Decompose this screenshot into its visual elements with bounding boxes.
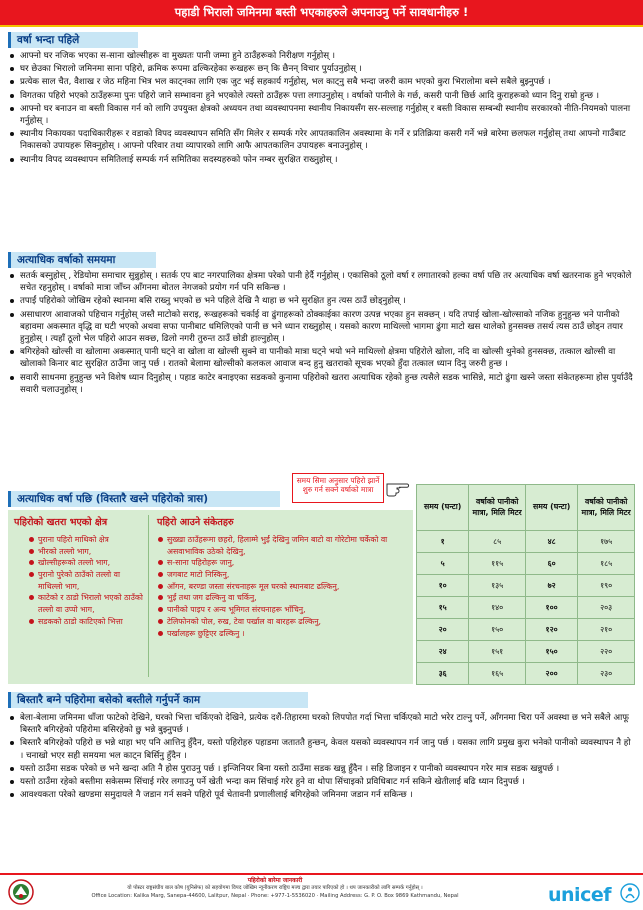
table-cell: १५१: [469, 641, 526, 663]
list-item: पर्खालहरू छुट्टिएर ढल्किनु ।: [157, 628, 409, 640]
danger-zones-heading: पहिरोको खतरा भएको क्षेत्र: [14, 517, 108, 528]
table-cell: १६५: [469, 663, 526, 685]
section-heading-before: वर्षा भन्दा पहिले: [8, 32, 138, 48]
poster-title: पहाडी भिरालो जमिनमा बस्ती भएकाहरुले अपनाउनु पर्ने सावधानीहरु !: [0, 0, 643, 27]
list-item: पानीको पाइप र अन्य भूमिगत संरचनाहरू भाँचिनु,: [157, 604, 409, 616]
table-row: [417, 619, 635, 641]
before-list: [8, 50, 635, 167]
section-heading-during: अत्याधिक वर्षाको समयमा: [8, 252, 156, 268]
list-item: भुईं तथा जग ढल्किनु वा चर्किनु,: [157, 592, 409, 604]
footer-line: Office Location: Kalika Marg, Sanepa-44600, Lalitpur, Nepal · Phone: +977-1-5536020 · Mailing Address: G. P. O. Box 9869 Kathmandu, Nepal: [91, 892, 459, 899]
list-item: बेला-बेलामा जमिनमा धाँजा फाटेको देखिने, घरको भित्ता चर्किएको देखिने, प्रत्येक दशैं-तिहारमा घरको लिपपोत गर्दा भित्ता चर्किएको माटो भरेर टाल्नु पर्ने, आँगनमा चिरा पर्ने अवस्था छ भने सबैले आफू बिस्तारै बगिरहेको पहिरोमा बसिरहेको छु भन्ने बुझ्नुपर्छ ।: [8, 712, 635, 736]
table-cell: ७२: [525, 575, 577, 597]
unicef-logo-text: unicef: [548, 884, 611, 906]
table-cell: २२०: [578, 641, 635, 663]
list-item: घर छेउका भिरालो जमिनमा साना पहिरो, क्रमिक रूपमा ढल्किरहेका रूखहरू छन् कि छैनन् विचार पुर्याउनुहोस् ।: [8, 63, 635, 75]
list-item: जगबाट माटो निस्किनु,: [157, 569, 409, 581]
table-header: समय (घन्टा): [417, 485, 469, 531]
list-item: बिस्तारै बगिरहेको पहिरो छ भन्ने थाहा भए पनि आत्तिनु हुँदैन, यस्तो पहिरोहरु पहाडमा जताततै हुन्छन्, केवल यसको व्यवस्थापन गर्न जानु पर्छ । यसका लागि प्रमुख कुरा भनेको पानीको व्यवस्थापन नै हो । चनाखो भएर सही समयमा भल काट्न बिर्सिनु हुँदैन ।: [8, 737, 635, 761]
table-cell: १४०: [469, 597, 526, 619]
list-item: बगिरहेको खोल्सी वा खोलामा अकस्मात् पानी घट्ने वा खोला वा खोल्सी सुक्ने वा पानीको मात्रा घट्ने भयो भने माथिल्लो क्षेत्रमा पहिरोले खोला, नदि वा खोल्सी थुनेको हुनसक्छ, तत्काल खोल्सी वा खोलाको किनार बाट सुरक्षित ठाउँमा जानु पर्छ । रातको बेलामा खोल्सीको कलकल आवाज बन्द हुनु खतराको सूचक भएको हुँदा तत्काल ध्यान दिनु जरुरी हुन्छ ।: [8, 346, 635, 370]
table-cell: १५०: [469, 619, 526, 641]
table-cell: १३५: [469, 575, 526, 597]
warning-signs-list: [157, 534, 409, 639]
list-item: सतर्क बस्नुहोस् , रेडियोमा समाचार सुन्नुहोस् । सतर्क एप बाट नगरपालिका क्षेत्रमा परेको पानी हेर्दै गर्नुहोस् । एकासिको ठूलो वर्षा र लगातारको हल्का वर्षा पछि तर अत्याधिक वर्षा खतरनाक हुने भएकोले सचेत रहनुहोस् । वर्षाको मात्रा जाँच्न आँगनमा बोतल नेगजको प्रयोग गर्न पनि सकिन्छ ।: [8, 270, 635, 294]
list-item: यस्तो ठाउँमा सडक परेको छ भने खन्दा अति नै होस पुराउनु पर्छ । इन्जिनियर बिना यस्तो ठाउँमा सडक खन्नु हुँदैन । सहि डिजाइन र पानीको व्यवस्थापन गरेर मात्र सडक खन्नुपर्छ ।: [8, 763, 635, 775]
table-cell: २००: [525, 663, 577, 685]
table-row: [417, 531, 635, 553]
list-item: आफ्नो घर नजिक भएका स-साना खोल्सीहरू वा मुख्यतः पानी जम्मा हुने ठाउँहरूको निरीक्षण गर्नुहोस् ।: [8, 50, 635, 62]
list-item: असाधारण आवाजको पहिचान गर्नुहोस् जस्तै माटोको सराइ, रूखहरूको चर्काई वा ढुंगाहरूको ठोक्काईका कारण उत्पन्न भएका हुन सक्छन् । यदि तपाई खोला-खोल्साको नजिक हुनुहुन्छ भने पानीको बहावमा अकस्मात वृद्धि वा घटी भएको अथवा सफा पानीबाट धमिलिएको पानी छ भने ध्यान राख्नुहोस् । यसको कारण माथिल्लो भागमा ढुंगा माटो खस थालेको हुनसक्छ तसर्थ त्यस ठाउँ छोड्न तयार हुनुहोस् । त्यहाँ ठूलो भेल पहिरो आउन सक्छ, ढिलो नगरी तुरुन्त ठाउँ छोडी हाल्नुहोस् ।: [8, 309, 635, 346]
footer-credits: [40, 877, 510, 900]
table-cell: १९०: [578, 575, 635, 597]
danger-zones-list: [28, 534, 146, 628]
panel-divider: [148, 515, 149, 677]
table-cell: १८५: [578, 553, 635, 575]
list-item: पुराना पहिरो माथिको क्षेत्र: [28, 534, 146, 546]
table-row: [417, 575, 635, 597]
list-item: स्थानीय निकायका पदाधिकारीहरू र वडाको विपद व्यवस्थापन समिति सँग मिलेर र सम्पर्क गरेर आपतकालिन अवस्थामा के गर्ने र प्रतिक्रिया कसरी गर्ने भन्ने बारेमा छलफल गर्नुहोस् तथा आफ्नो गाउँबाट निकासको उपायहरू सिक्नुहोस् । आफ्नो परिवार तथा व्यापारको लागि आफै आपतकालिन उपायहरू बनाउनुहोस् ।: [8, 128, 635, 152]
list-item: यस्तो ठाउँमा रहेको बस्तीमा सकेसम्म सिंचाई गरेर लगाउनु पर्ने खेती भन्दा कम सिंचाई गरेर हुने वा थोपा सिंचाइको प्रविधिबाट गर्न सकिने खेतीलाई बढि ध्यान दिनुपर्छ ।: [8, 776, 635, 788]
table-cell: १५: [417, 597, 469, 619]
table-cell: २१०: [578, 619, 635, 641]
footer-line: यो पोस्टर राष्ट्रसंघीय बाल कोष (युनिसेफ) को सहयोगमा विपद जोखिम न्यूनीकरण राष्ट्रिय मञ्च द्वारा तयार पारिएको हो । थप जानकारीको लागि सम्पर्क गर्नुहोस् ।: [127, 885, 423, 892]
list-item: खोल्सीहरूको तल्लो भाग,: [28, 557, 146, 569]
table-cell: २०३: [578, 597, 635, 619]
list-item: टेलिफोनको पोल, रुख, टेवा पर्खाल वा बारहरू ढल्किनु,: [157, 616, 409, 628]
table-cell: १७५: [578, 531, 635, 553]
rain-threshold-note: समय सिमा अनुसार पहिरो झार्ने शुरु गर्न सक्ने वर्षाको मात्रा: [292, 473, 384, 503]
table-cell: १५०: [525, 641, 577, 663]
section-heading-after: अत्याधिक वर्षा पछि (विस्तारै खस्ने पहिरोको त्रास): [8, 491, 280, 507]
list-item: सडकको ठाडो काटिएको भित्ता: [28, 616, 146, 628]
list-item: तपाईं पहिरोको जोखिम रहेको स्थानमा बसि राख्नु भएको छ भने पहिले देखि नै थाहा छ भने सुरक्षित हुन त्यस ठाउँ छोड्नुहोस् ।: [8, 295, 635, 307]
during-list: [8, 270, 635, 397]
list-item: सुख्खा ठाउँहरूमा छहरो, हिलाम्मे भुईं देखिनु जमिन बाटो वा गोरेटोमा चर्केको वा असवाभाविक उठेको देखिनु,: [157, 534, 409, 557]
list-item: भीरको तल्लो भाग,: [28, 546, 146, 558]
table-header: वर्षाको पानीको मात्रा, मिलि मिटर: [578, 485, 635, 531]
warning-signs-heading: पहिरो आउने संकेतहरु: [157, 517, 234, 528]
list-item: आँगन, बरण्डा जस्ता संरचनाहरू मूल घरको स्थानबाट ढल्किनु,: [157, 581, 409, 593]
rainfall-threshold-table: [416, 484, 635, 685]
unicef-emblem-icon: [620, 883, 640, 903]
list-item: आवश्यकता परेको खण्डमा समुदायले नै जडान गर्न सक्ने पहिरो पूर्व चेतावनी प्रणालीलाई बगिरहेको जमिनमा जडान गर्न सकिन्छ ।: [8, 789, 635, 801]
list-item: प्रत्येक साल चैत, वैशाख र जेठ महिना भित्र भल काट्नका लागि एक जुट भई सहकार्य गर्नुहोस्, भल काट्नु सबै भन्दा जरुरी काम भएको कुरा भिरालोमा बस्ने सबैले बुझ्नुपर्छ ।: [8, 76, 635, 88]
list-item: पुरानो पुरेको ठाउँको तल्लो वा माथिल्लो भाग,: [28, 569, 146, 592]
list-item: विगतका पहिरो भएको ठाउँहरूमा पुनः पहिरो जाने सम्भावना हुने भएकोले त्यस्तो ठाउँहरू पत्ता लगाउनुहोस् । वर्षाको पानीले के गर्छ, कसरी पानी छिर्छ आदि कुराहरूको ध्यान दिनु राम्रो हुन्छ ।: [8, 90, 635, 102]
pointing-hand-icon: [386, 476, 410, 498]
table-cell: ६०: [525, 553, 577, 575]
list-item: सवारी साधनमा हुनुहुन्छ भने विशेष ध्यान दिनुहोस् । पहाड काटेर बनाइएका सडकको कुनामा पहिरोको खतरा अत्याधिक रहेको हुन्छ त्यसैले सडक भासिन्ने, माटो ढुंगा खस्ने जस्ता संकेतहरूमा होस पुर्याउँदै सवारी चलाउनुहोस् ।: [8, 372, 635, 396]
list-item: आफ्नो घर बनाउन वा बस्ती विकास गर्न को लागि उपयुक्त क्षेत्रको अध्ययन तथा व्यवस्थापनमा स्थानीय निकायसँग सर-सल्लाह गर्नुहोस् र बस्ती विकास सम्बन्धी स्थानीय सरकारको नीति-नियमको पालना गर्नुहोस् ।: [8, 103, 635, 127]
table-cell: २३०: [578, 663, 635, 685]
government-emblem-icon: [8, 879, 34, 905]
table-cell: २४: [417, 641, 469, 663]
list-item: स्थानीय विपद व्यवस्थापन समितिलाई सम्पर्क गर्न समितिका सदस्यहरुको फोन नम्बर सुरक्षित राख्नुहोस् ।: [8, 154, 635, 166]
table-header: समय (घन्टा): [525, 485, 577, 531]
creeping-list: [8, 712, 635, 802]
table-cell: १००: [525, 597, 577, 619]
table-row: [417, 641, 635, 663]
table-cell: ३६: [417, 663, 469, 685]
table-row: [417, 663, 635, 685]
table-cell: १: [417, 531, 469, 553]
section-heading-creeping: बिस्तारै बग्ने पहिरोमा बसेको बस्तीले गर्नुपर्ने काम: [8, 692, 308, 708]
table-cell: १०: [417, 575, 469, 597]
table-cell: ११५: [469, 553, 526, 575]
list-item: स-साना पहिरोहरू जानु,: [157, 557, 409, 569]
table-cell: १२०: [525, 619, 577, 641]
table-cell: २०: [417, 619, 469, 641]
table-cell: ५: [417, 553, 469, 575]
list-item: काटेको र ठाडो भिरालो भएको ठाउँको तल्लो वा उप्पो भाग,: [28, 592, 146, 615]
table-cell: ४८: [525, 531, 577, 553]
table-row: [417, 597, 635, 619]
footer-title: पहिरोको बारेमा जानकारी: [247, 877, 303, 884]
table-row: [417, 553, 635, 575]
table-header: वर्षाको पानीको मात्रा, मिलि मिटर: [469, 485, 526, 531]
table-cell: ८५: [469, 531, 526, 553]
